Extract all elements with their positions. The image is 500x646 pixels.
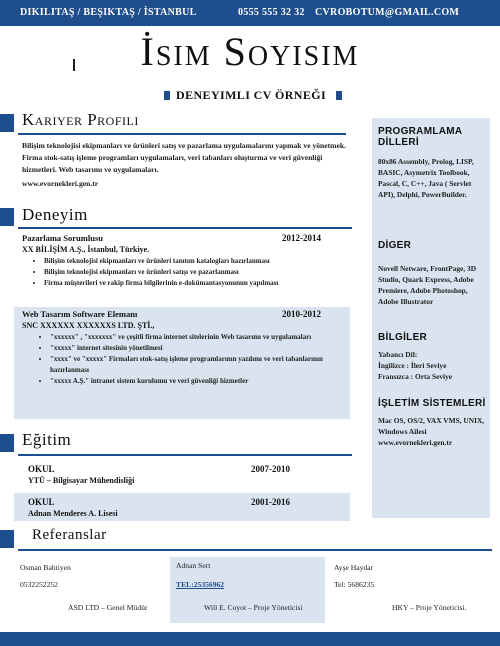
school-label: OKUL: [28, 497, 55, 507]
school-dates: 2007-2010: [251, 464, 290, 474]
info-block: [378, 332, 486, 382]
list-item: • Bilişim teknolojisi ekipmanları ve ürünleri satışı ve pazarlanması: [44, 267, 354, 278]
list-item: • "xxxxx A.Ş." intranet sistem kurulumu ve veri güvenliği hizmetler: [50, 376, 340, 387]
school-detail: YTÜ – Bilgisayar Mühendisliği: [28, 476, 135, 485]
job-company: SNC XXXXXX XXXXXXS LTD. ŞTİ.,: [22, 321, 155, 330]
other-block: [378, 240, 486, 307]
contact-bar: [0, 0, 500, 26]
reference-2-name: Adnan Sert: [176, 561, 211, 570]
footer-bar: [0, 632, 500, 646]
info-line: İngilizce : İleri Seviye: [378, 361, 447, 370]
reference-1-name: Osman Bahtiyen: [20, 563, 71, 572]
education-item-1: [14, 460, 350, 490]
programming-heading: PROGRAMLAMA DİLLERİ: [378, 126, 463, 148]
reference-1-phone: 0532252252: [20, 580, 58, 589]
os-url: www.evornekleri.gen.tr: [378, 438, 453, 447]
programming-block: [378, 126, 482, 200]
profile-text: Bilişim teknolojisi ekipmanları ve ürünleri satış ve pazarlama uygulamalarını yapmak ve yönetmek. Firma stok-satış işleme programları uygulamaları, veri tabanları oluşturma ve veri güvenliği hizmetleri. Web tasarımı ve uygulamaları.: [22, 141, 347, 174]
list-item: • "xxxxxx" , "xxxxxxx" ve çeşitli firma internet sitelerinin Web tasarımı ve uygulamaları: [50, 332, 340, 343]
other-heading: DİGER: [378, 240, 412, 251]
education-rule: [18, 454, 352, 456]
job-title: Pazarlama Sorumlusu: [22, 233, 103, 243]
info-heading: BİLGİLER: [378, 332, 428, 343]
list-item: • Bilişim teknolojisi ekipmanları ve ürünleri tanıtım katalogları hazırlanması: [44, 256, 354, 267]
experience-section-marker: [0, 208, 14, 226]
info-line: Yabancı Dil:: [378, 350, 418, 359]
os-text: Mac OS, OS/2, VAX VMS, UNIX, Windows Ailesi: [378, 416, 485, 436]
list-item: • "xxxxx" internet sitesinin yönetilmesi: [50, 343, 340, 354]
education-item-2: [14, 493, 350, 521]
job-dates: 2010-2012: [282, 309, 321, 319]
skills-sidebar: [372, 118, 490, 518]
experience-job-2: [14, 307, 350, 419]
phone-text: 0555 555 32 32: [238, 7, 305, 18]
info-line: Fransızca : Orta Seviye: [378, 372, 453, 381]
profile-heading: Kariyer Profili: [22, 110, 139, 129]
school-detail: Adnan Menderes A. Lisesi: [28, 509, 118, 518]
os-heading: İŞLETİM SİSTEMLERİ: [378, 398, 486, 409]
list-item: • Firma müşterileri ve rakip firma bilgilerinin e-dokümantasyonunun yapılması: [44, 278, 354, 289]
os-block: [378, 398, 486, 448]
references-heading: Referanslar: [32, 527, 107, 543]
experience-rule: [18, 227, 352, 229]
job-bullets: [26, 256, 354, 289]
profile-rule: [18, 133, 346, 135]
job-dates: 2012-2014: [282, 233, 321, 243]
references-rule: [18, 549, 492, 551]
reference-1-role: ASD LTD – Genel Müdür: [68, 603, 148, 612]
job-company: XX BİLİŞİM A.Ş., İstanbul, Türkiye.: [22, 245, 150, 254]
job-title: Web Tasarım Software Elemanı: [22, 309, 138, 319]
reference-3-role: HKY – Proje Yöneticisi.: [392, 603, 467, 612]
subtitle-marker-left: [164, 91, 170, 100]
school-dates: 2001-2016: [251, 497, 290, 507]
subtitle-marker-right: [336, 91, 342, 100]
experience-job-1: [14, 233, 354, 289]
experience-heading: Deneyim: [22, 205, 88, 224]
programming-text: 80x86 Assembly, Prolog, LISP, BASIC, Asymetrix Toolbook, Pascal, C, C++, Java ( Servlet API), Delphi, PowerBuilder.: [378, 157, 474, 199]
other-text: Novell Netware, FrontPage, 3D Studio, Quark Express, Adobe Premiere, Adobe Photoshop, Adobe Illustrator: [378, 264, 477, 306]
address-text: DIKILITAŞ / BEŞIKTAŞ / İSTANBUL: [20, 7, 197, 18]
reference-2-role: Will E. Coyot – Proje Yöneticisi: [204, 603, 303, 612]
reference-3-name: Ayşe Haydar: [334, 563, 374, 572]
reference-3-phone: Tel: 5686235: [334, 580, 375, 589]
job-bullets: [32, 332, 340, 387]
email-text: CVROBOTUM@GMAIL.COM: [315, 7, 460, 18]
list-item: • "xxxx" ve "xxxxx" Firmaları stok-satış işleme programlarının yazılımı ve veri tabanlarının hazırlanması: [50, 354, 340, 376]
subtitle: DENEYIMLI CV ÖRNEĞI: [176, 88, 327, 102]
page-title: İsim Soyisim: [140, 29, 360, 74]
references-section-marker: [0, 530, 14, 548]
reference-2-phone-link[interactable]: TEL:25356962: [176, 580, 225, 589]
profile-section-marker: [0, 114, 14, 132]
school-label: OKUL: [28, 464, 55, 474]
education-heading: Eğitim: [22, 430, 72, 449]
education-section-marker: [0, 434, 14, 452]
profile-url: www.evornekleri.gen.tr: [22, 179, 99, 188]
